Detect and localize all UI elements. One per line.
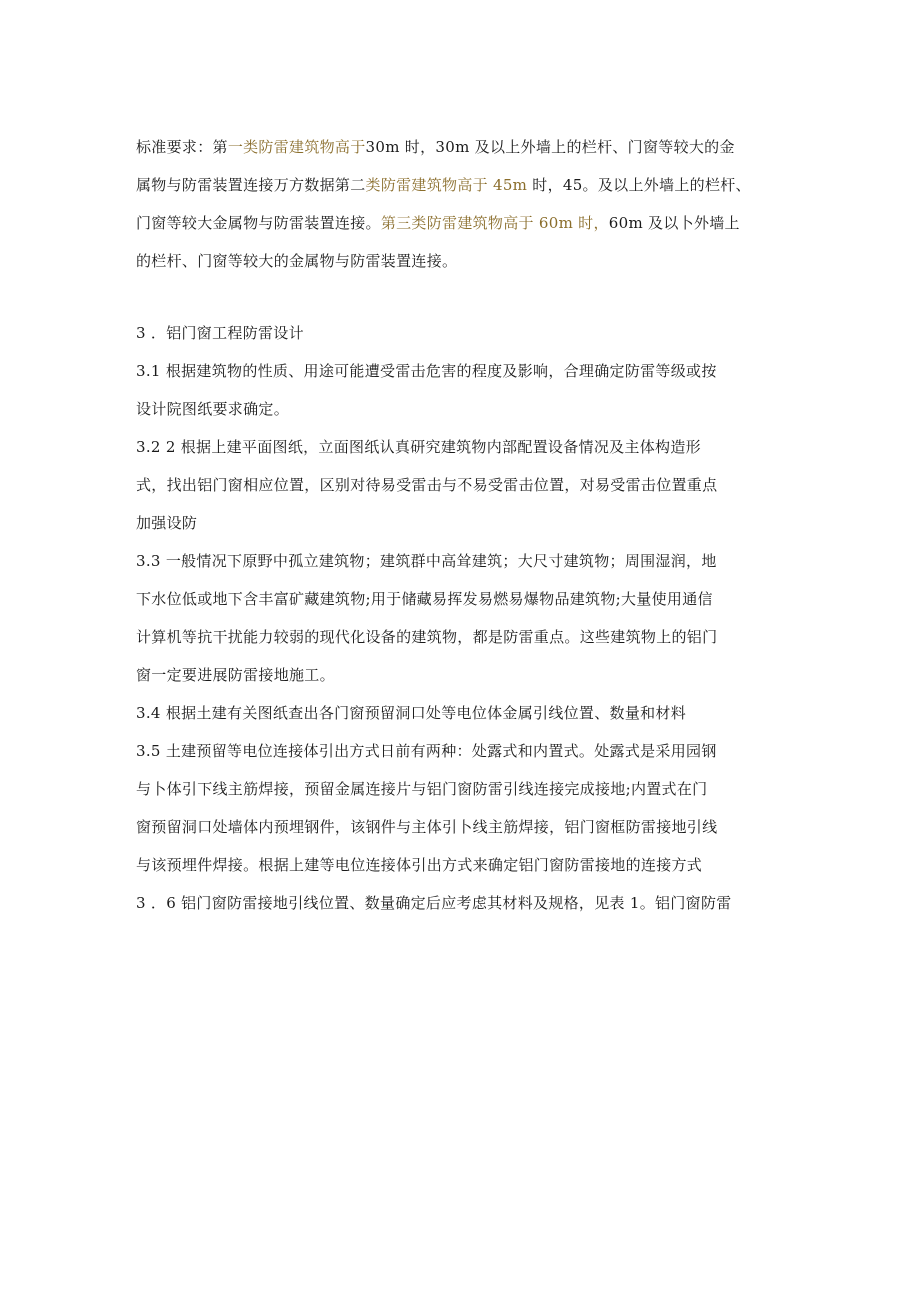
text-run: 门窗等较大金属物与防雷装置连接。 [136, 214, 381, 232]
highlighted-text-run: 第三类防雷建筑物高于 60m 时， [380, 214, 609, 232]
paragraph-line: 计算机等抗干扰能力较弱的现代化设备的建筑物，都是防雷重点。这些建筑物上的铝门 [136, 628, 718, 646]
text-run: 属物与防雷装置连接万方数据第二 [136, 176, 366, 194]
paragraph-line [136, 128, 796, 166]
paragraph-line: 加强设防 [136, 514, 198, 532]
paragraph-line: 3.4 根据土建有关图纸查出各门窗预留洞口处等电位体金属引线位置、数量和材料 [136, 704, 687, 722]
paragraph-line: 式，找出铝门窗相应位置，区别对待易受雷击与不易受雷击位置，对易受雷击位置重点 [136, 476, 718, 494]
paragraph-line: 3.2 2 根据上建平面图纸，立面图纸认真研究建筑物内部配置设备情况及主体构造形 [136, 438, 701, 456]
text-run: 时，45。及以上外墙上的栏杆、 [527, 176, 751, 194]
paragraph-line: 窗一定要进展防雷接地施工。 [136, 666, 335, 684]
paragraph-line: 与该预埋件焊接。根据上建等电位连接体引出方式来确定铝门窗防雷接地的连接方式 [136, 856, 703, 874]
paragraph-line [136, 166, 796, 204]
paragraph-line: 3.1 根据建筑物的性质、用途可能遭受雷击危害的程度及影响，合理确定防雷等级或按 [136, 362, 717, 380]
highlighted-text-run: 类防雷建筑物高于 45m [365, 176, 528, 194]
text-run: 60m 及以卜外墙上 [608, 214, 740, 232]
highlighted-text-run: 一类防雷建筑物高于 [227, 138, 366, 156]
section-heading: 3 ．铝门窗工程防雷设计 [136, 324, 304, 342]
paragraph-line: 下水位低或地下含丰富矿藏建筑物;用于储藏易挥发易燃易爆物品建筑物;大量使用通信 [136, 590, 713, 608]
paragraph-line: 3 ．6 铝门窗防雷接地引线位置、数量确定后应考虑其材料及规格，见表 1。铝门窗防雷 [136, 894, 732, 912]
text-run: 30m 时，30m 及以上外墙上的栏杆、门窗等较大的金 [365, 138, 735, 156]
document-page [136, 128, 796, 922]
paragraph-spacer [136, 280, 796, 314]
paragraph-line: 窗预留洞口处墙体内预埋钢件，该钢件与主体引卜线主筋焊接，铝门窗框防雷接地引线 [136, 818, 718, 836]
paragraph-line: 设计院图纸要求确定。 [136, 400, 290, 418]
paragraph-line [136, 204, 796, 242]
paragraph-line: 的栏杆、门窗等较大的金属物与防雷装置连接。 [136, 252, 458, 270]
paragraph-line: 3.5 土建预留等电位连接体引出方式日前有两种：处露式和内置式。处露式是采用园钢 [136, 742, 717, 760]
paragraph-line: 3.3 一般情况下原野中孤立建筑物；建筑群中高耸建筑；大尺寸建筑物；周围湿润，地 [136, 552, 717, 570]
paragraph-line: 与卜体引下线主筋焊接，预留金属连接片与铝门窗防雷引线连接完成接地;内置式在门 [136, 780, 708, 798]
text-run: 标准要求：第 [136, 138, 228, 156]
